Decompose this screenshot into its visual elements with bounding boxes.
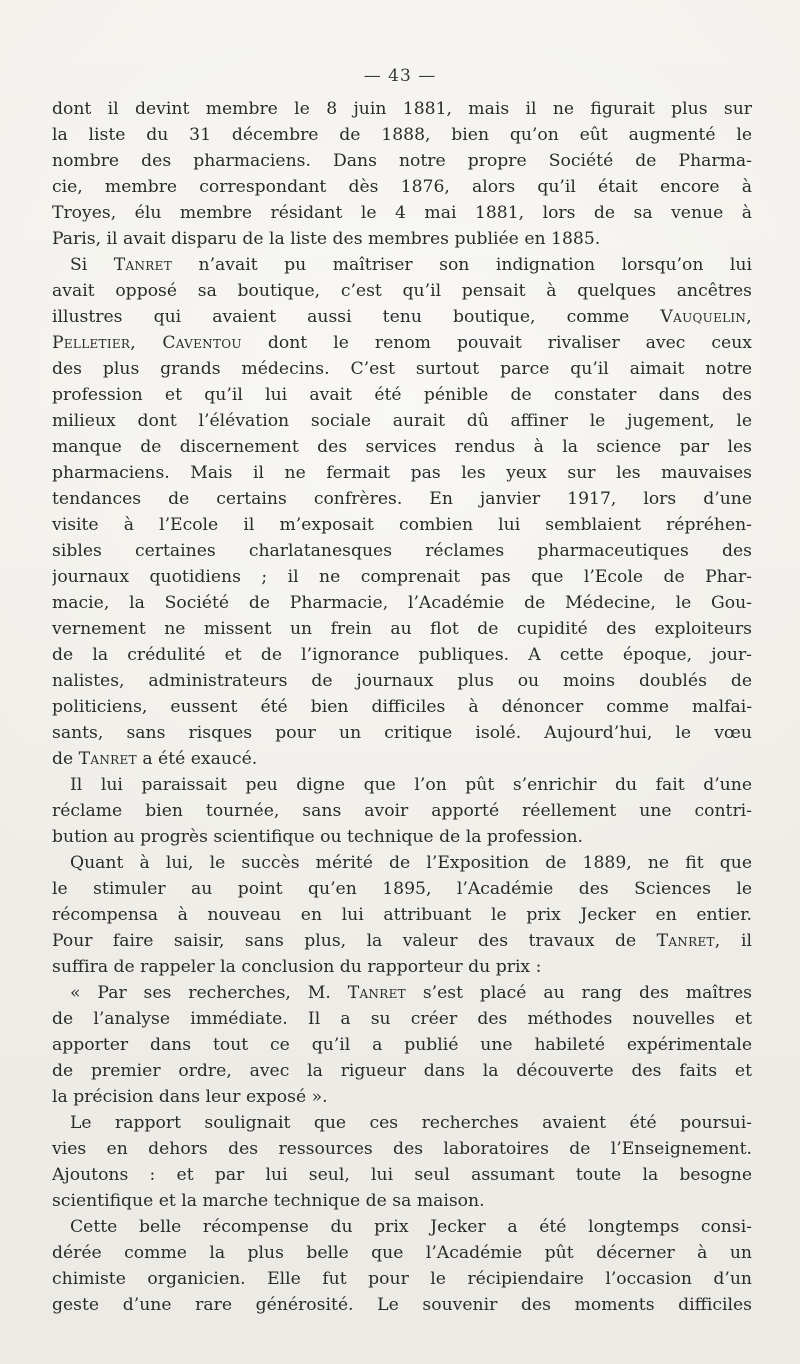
text-line (52, 1240, 752, 1266)
text-line (52, 252, 752, 278)
text-segment: a été exaucé. (136, 749, 258, 769)
text-line (52, 460, 752, 486)
text-segment: sants, sans risques pour un critique isolé. Aujourd’hui, le vœu (52, 723, 752, 743)
text-line (52, 382, 752, 408)
proper-name: Vauquelin, (660, 307, 752, 327)
text-segment: Cette belle récompense du prix Jecker a été longtemps consi- (70, 1217, 752, 1237)
text-segment: Le rapport soulignait que ces recherches avaient été poursui- (70, 1113, 752, 1133)
text-segment: sibles certaines charlatanesques réclames pharmaceutiques des (52, 541, 752, 561)
text-line (52, 1188, 752, 1214)
text-segment: visite à l’Ecole il m’exposait combien lui semblaient répréhen- (52, 515, 752, 535)
text-segment: scientifique et la marche technique de sa maison. (52, 1191, 485, 1211)
proper-name: Tanret, (656, 931, 721, 951)
text-line (52, 746, 752, 772)
text-segment: de premier ordre, avec la rigueur dans la découverte des faits et (52, 1061, 752, 1081)
text-segment: des plus grands médecins. C’est surtout parce qu’il aimait notre (52, 359, 752, 379)
text-line (52, 226, 752, 252)
text-line (52, 1162, 752, 1188)
text-segment: manque de discernement des services rendus à la science par les (52, 437, 752, 457)
text-line (52, 356, 752, 382)
proper-name: Tanret (113, 255, 173, 275)
text-line (52, 1214, 752, 1240)
text-line (52, 720, 752, 746)
text-segment: apporter dans tout ce qu’il a publié une habileté expérimentale (52, 1035, 752, 1055)
text-segment: pharmaciens. Mais il ne fermait pas les yeux sur les mauvaises (52, 463, 752, 483)
text-line (52, 200, 752, 226)
page-number: — 43 — (363, 66, 437, 86)
text-segment: réclame bien tournée, sans avoir apporté réellement une contri- (52, 801, 752, 821)
text-segment: dont le renom pouvait rivaliser avec ceux (241, 333, 752, 353)
text-segment: profession et qu’il lui avait été pénible de constater dans des (52, 385, 752, 405)
text-line (52, 1084, 752, 1110)
text-line (52, 330, 752, 356)
text-line (52, 1266, 752, 1292)
text-line (52, 148, 752, 174)
text-segment: la liste du 31 décembre de 1888, bien qu’on eût augmenté le (52, 125, 752, 145)
text-line (52, 668, 752, 694)
text-segment: milieux dont l’élévation sociale aurait dû affiner le jugement, le (52, 411, 752, 431)
text-segment: avait opposé sa boutique, c’est qu’il pensait à quelques ancêtres (52, 281, 752, 301)
text-line (52, 174, 752, 200)
text-line (52, 278, 752, 304)
text-line (52, 538, 752, 564)
text-line (52, 1032, 752, 1058)
proper-name: Pelletier, Caventou (52, 333, 242, 353)
text-segment: politiciens, eussent été bien difficiles à dénoncer comme malfai- (52, 697, 752, 717)
text-segment: s’est placé au rang des maîtres (405, 983, 752, 1003)
text-segment: bution au progrès scientifique ou technique de la profession. (52, 827, 584, 847)
text-segment: macie, la Société de Pharmacie, l’Académie de Médecine, le Gou- (52, 593, 752, 613)
text-line (52, 798, 752, 824)
text-segment: vernement ne missent un frein au flot de cupidité des exploiteurs (52, 619, 752, 639)
body-text (52, 96, 752, 1318)
text-line (52, 616, 752, 642)
text-line (52, 902, 752, 928)
text-line (52, 122, 752, 148)
text-segment: « Par ses recherches, M. (70, 983, 348, 1003)
text-line (52, 408, 752, 434)
text-segment: de la crédulité et de l’ignorance publiques. A cette époque, jour- (52, 645, 752, 665)
text-line (52, 824, 752, 850)
text-segment: illustres qui avaient aussi tenu boutique, comme (52, 307, 661, 327)
text-segment: Ajoutons : et par lui seul, lui seul assumant toute la besogne (52, 1165, 752, 1185)
text-line (52, 694, 752, 720)
text-segment: cie, membre correspondant dès 1876, alors qu’il était encore à (52, 177, 752, 197)
text-line (52, 876, 752, 902)
text-line (52, 1136, 752, 1162)
text-segment: Quant à lui, le succès mérité de l’Exposition de 1889, ne fit que (70, 853, 752, 873)
text-segment: dérée comme la plus belle que l’Académie pût décerner à un (52, 1243, 752, 1263)
text-segment: nombre des pharmaciens. Dans notre propre Société de Pharma- (52, 151, 752, 171)
text-segment: Troyes, élu membre résidant le 4 mai 1881, lors de sa venue à (52, 203, 752, 223)
text-line (52, 772, 752, 798)
text-segment: vies en dehors des ressources des laboratoires de l’Enseignement. (52, 1139, 752, 1159)
proper-name: Tanret (78, 749, 137, 769)
text-line (52, 486, 752, 512)
text-line (52, 980, 752, 1006)
proper-name: Tanret (347, 983, 406, 1003)
text-segment: n’avait pu maîtriser son indignation lorsqu’on lui (172, 255, 752, 275)
text-segment: Paris, il avait disparu de la liste des membres publiée en 1885. (52, 229, 601, 249)
text-segment: récompensa à nouveau en lui attribuant le prix Jecker en entier. (52, 905, 752, 925)
text-segment: la précision dans leur exposé ». (52, 1087, 328, 1107)
text-segment: dont il devint membre le 8 juin 1881, mais il ne figurait plus sur (52, 99, 752, 119)
text-line (52, 850, 752, 876)
text-segment: tendances de certains confrères. En janvier 1917, lors d’une (52, 489, 752, 509)
text-segment: suffira de rappeler la conclusion du rapporteur du prix : (52, 957, 542, 977)
text-segment: le stimuler au point qu’en 1895, l’Académie des Sciences le (52, 879, 752, 899)
text-segment: Il lui paraissait peu digne que l’on pût s’enrichir du fait d’une (70, 775, 752, 795)
text-line (52, 590, 752, 616)
text-line (52, 1110, 752, 1136)
text-segment: Pour faire saisir, sans plus, la valeur des travaux de (52, 931, 657, 951)
text-line (52, 564, 752, 590)
text-segment: de (52, 749, 79, 769)
text-segment: il (720, 931, 752, 951)
text-segment: chimiste organicien. Elle fut pour le récipiendaire l’occasion d’un (52, 1269, 752, 1289)
text-segment: journaux quotidiens ; il ne comprenait pas que l’Ecole de Phar- (52, 567, 752, 587)
text-segment: de l’analyse immédiate. Il a su créer des méthodes nouvelles et (52, 1009, 752, 1029)
text-line (52, 434, 752, 460)
text-segment: Si (70, 255, 114, 275)
text-line (52, 512, 752, 538)
text-segment: nalistes, administrateurs de journaux plus ou moins doublés de (52, 671, 752, 691)
text-line (52, 304, 752, 330)
text-line (52, 96, 752, 122)
text-line (52, 1058, 752, 1084)
text-segment: geste d’une rare générosité. Le souvenir des moments difficiles (52, 1295, 752, 1315)
text-line (52, 642, 752, 668)
text-line (52, 1292, 752, 1318)
text-line (52, 928, 752, 954)
text-line (52, 954, 752, 980)
text-line (52, 1006, 752, 1032)
